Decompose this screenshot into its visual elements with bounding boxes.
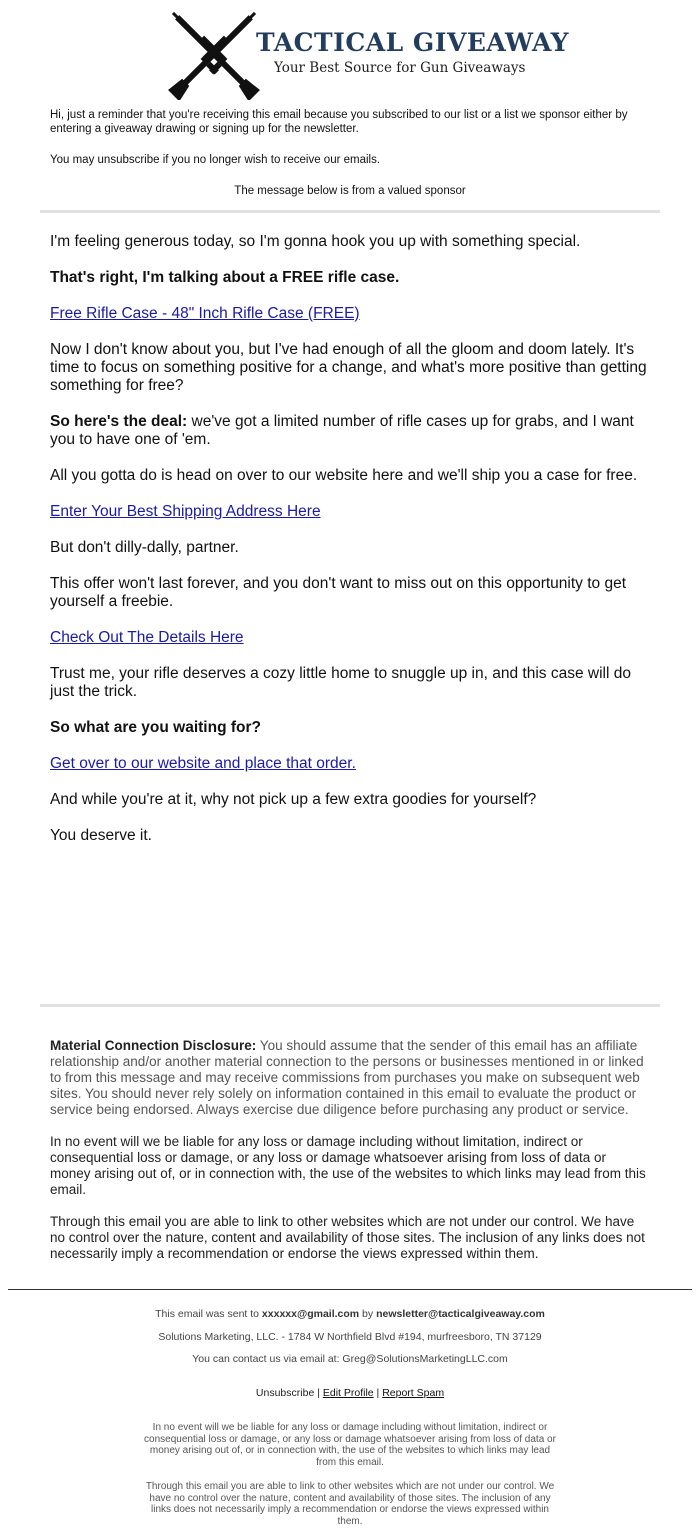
subscription-notice (50, 108, 650, 198)
brand-name: TACTICAL GIVEAWAY (256, 28, 570, 57)
message-bold-text: So here's the deal: (50, 413, 188, 430)
recipient-email: xxxxxx@gmail.com (261, 1308, 360, 1320)
message-paragraph (50, 413, 650, 449)
crossed-rifles-icon (158, 8, 270, 100)
edit-profile-link[interactable]: Edit Profile (322, 1387, 374, 1399)
message-bold-text: That's right, I'm talking about a FREE rifle case. (50, 269, 400, 286)
liability-paragraph: In no event will we be liable for any loss or damage including without limitation, indirect or consequential loss or damage, or any loss or damage whatsoever arising from loss of data or money arising out of, or in connection with, the use of the websites to which links may lead from this email. (50, 1134, 646, 1197)
company-address: Solutions Marketing, LLC. - 1784 W Northfield Blvd #194, murfreesboro, TN 37129 (158, 1331, 542, 1343)
message-paragraph: All you gotta do is head on over to our website here and we'll ship you a case for free. (50, 467, 638, 484)
material-connection-disclosure (50, 1038, 650, 1278)
unsubscribe-note: You may unsubscribe if you no longer wish to receive our emails. (50, 154, 381, 166)
footer-external-links: Through this email you are able to link to other websites which are not under our control. We have no control over the nature, content and availability of those sites. The inclusion of any links does not necessarily imply a recommendation or endorse the views expressed within them. (145, 1481, 555, 1527)
subscription-reminder: Hi, just a reminder that you're receiving this email because you subscribed to our list or a list we sponsor either by entering a giveaway drawing or signing up for the newsletter. (50, 109, 628, 135)
shipping-address-link[interactable]: Enter Your Best Shipping Address Here (50, 503, 321, 520)
report-spam-link[interactable]: Report Spam (382, 1387, 445, 1399)
separator: | (314, 1387, 323, 1399)
divider (40, 210, 660, 213)
sent-by-text: by (359, 1308, 377, 1320)
message-paragraph: But don't dilly-dally, partner. (50, 539, 239, 556)
disclosure-paragraph (50, 1038, 650, 1118)
external-links-paragraph: Through this email you are able to link to other websites which are not under our control. We have no control over the nature, content and availability of those sites. The inclusion of any links does not necessarily imply a recommendation or endorse the views expressed within them. (50, 1214, 645, 1261)
email-footer (140, 1308, 560, 1540)
brand-tagline: Your Best Source for Gun Giveaways (274, 60, 526, 76)
message-paragraph (50, 305, 650, 323)
message-paragraph (50, 719, 650, 737)
message-paragraph (50, 269, 650, 287)
message-paragraph: And while you're at it, why not pick up a few extra goodies for yourself? (50, 791, 537, 808)
message-paragraph: Now I don't know about you, but I've had enough of all the gloom and doom lately. It's time to focus on something positive for a change, and what's more positive than getting something for free? (50, 341, 647, 394)
separator: | (373, 1387, 383, 1399)
message-text: we've got a limited number of rifle cases up for grabs, and I want you to have one of 'em. (50, 413, 634, 448)
message-body (50, 233, 650, 863)
unsubscribe-link[interactable]: Unsubscribe (255, 1387, 315, 1399)
sponsor-note: The message below is from a valued sponsor (234, 185, 466, 197)
footer-links (140, 1387, 560, 1399)
place-order-link[interactable]: Get over to our website and place that order. (50, 755, 356, 772)
message-paragraph (50, 503, 650, 521)
message-bold-text: So what are you waiting for? (50, 719, 261, 736)
message-paragraph: I'm feeling generous today, so I'm gonna hook you up with something special. (50, 233, 581, 250)
sender-email: newsletter@tacticalgiveaway.com (376, 1308, 545, 1320)
message-paragraph: You deserve it. (50, 827, 152, 844)
divider (40, 1004, 660, 1007)
contact-line: You can contact us via email at: Greg@SolutionsMarketingLLC.com (192, 1353, 508, 1365)
disclosure-heading: Material Connection Disclosure: (50, 1038, 257, 1053)
message-paragraph (50, 629, 650, 647)
disclosure-text: You should assume that the sender of this email has an affiliate relationship and/or another material connection to the persons or businesses mentioned in or linked to from this message and may receive commissions from purchases you make on subsequent web sites. You should never rely solely on information contained in this email to evaluate the product or service being endorsed. Always exercise due diligence before purchasing any product or service. (50, 1038, 644, 1117)
sent-to-text: This email was sent to (155, 1308, 262, 1320)
footer-liability: In no event will we be liable for any loss or damage including without limitation, indirect or consequential loss or damage, or any loss or damage whatsoever arising from loss of data or money arising out of, or in connection with, the use of the websites to which links may lead from this email. (144, 1422, 556, 1468)
email-header (0, 0, 700, 104)
message-paragraph: This offer won't last forever, and you don't want to miss out on this opportunity to get yourself a freebie. (50, 575, 627, 610)
details-link[interactable]: Check Out The Details Here (50, 629, 244, 646)
sent-to-line (140, 1308, 560, 1320)
footer-divider (8, 1289, 692, 1290)
message-paragraph: Trust me, your rifle deserves a cozy little home to snuggle up in, and this case will do just the trick. (50, 665, 631, 700)
free-rifle-case-link[interactable]: Free Rifle Case - 48" Inch Rifle Case (FREE) (50, 305, 360, 322)
message-paragraph (50, 755, 650, 773)
